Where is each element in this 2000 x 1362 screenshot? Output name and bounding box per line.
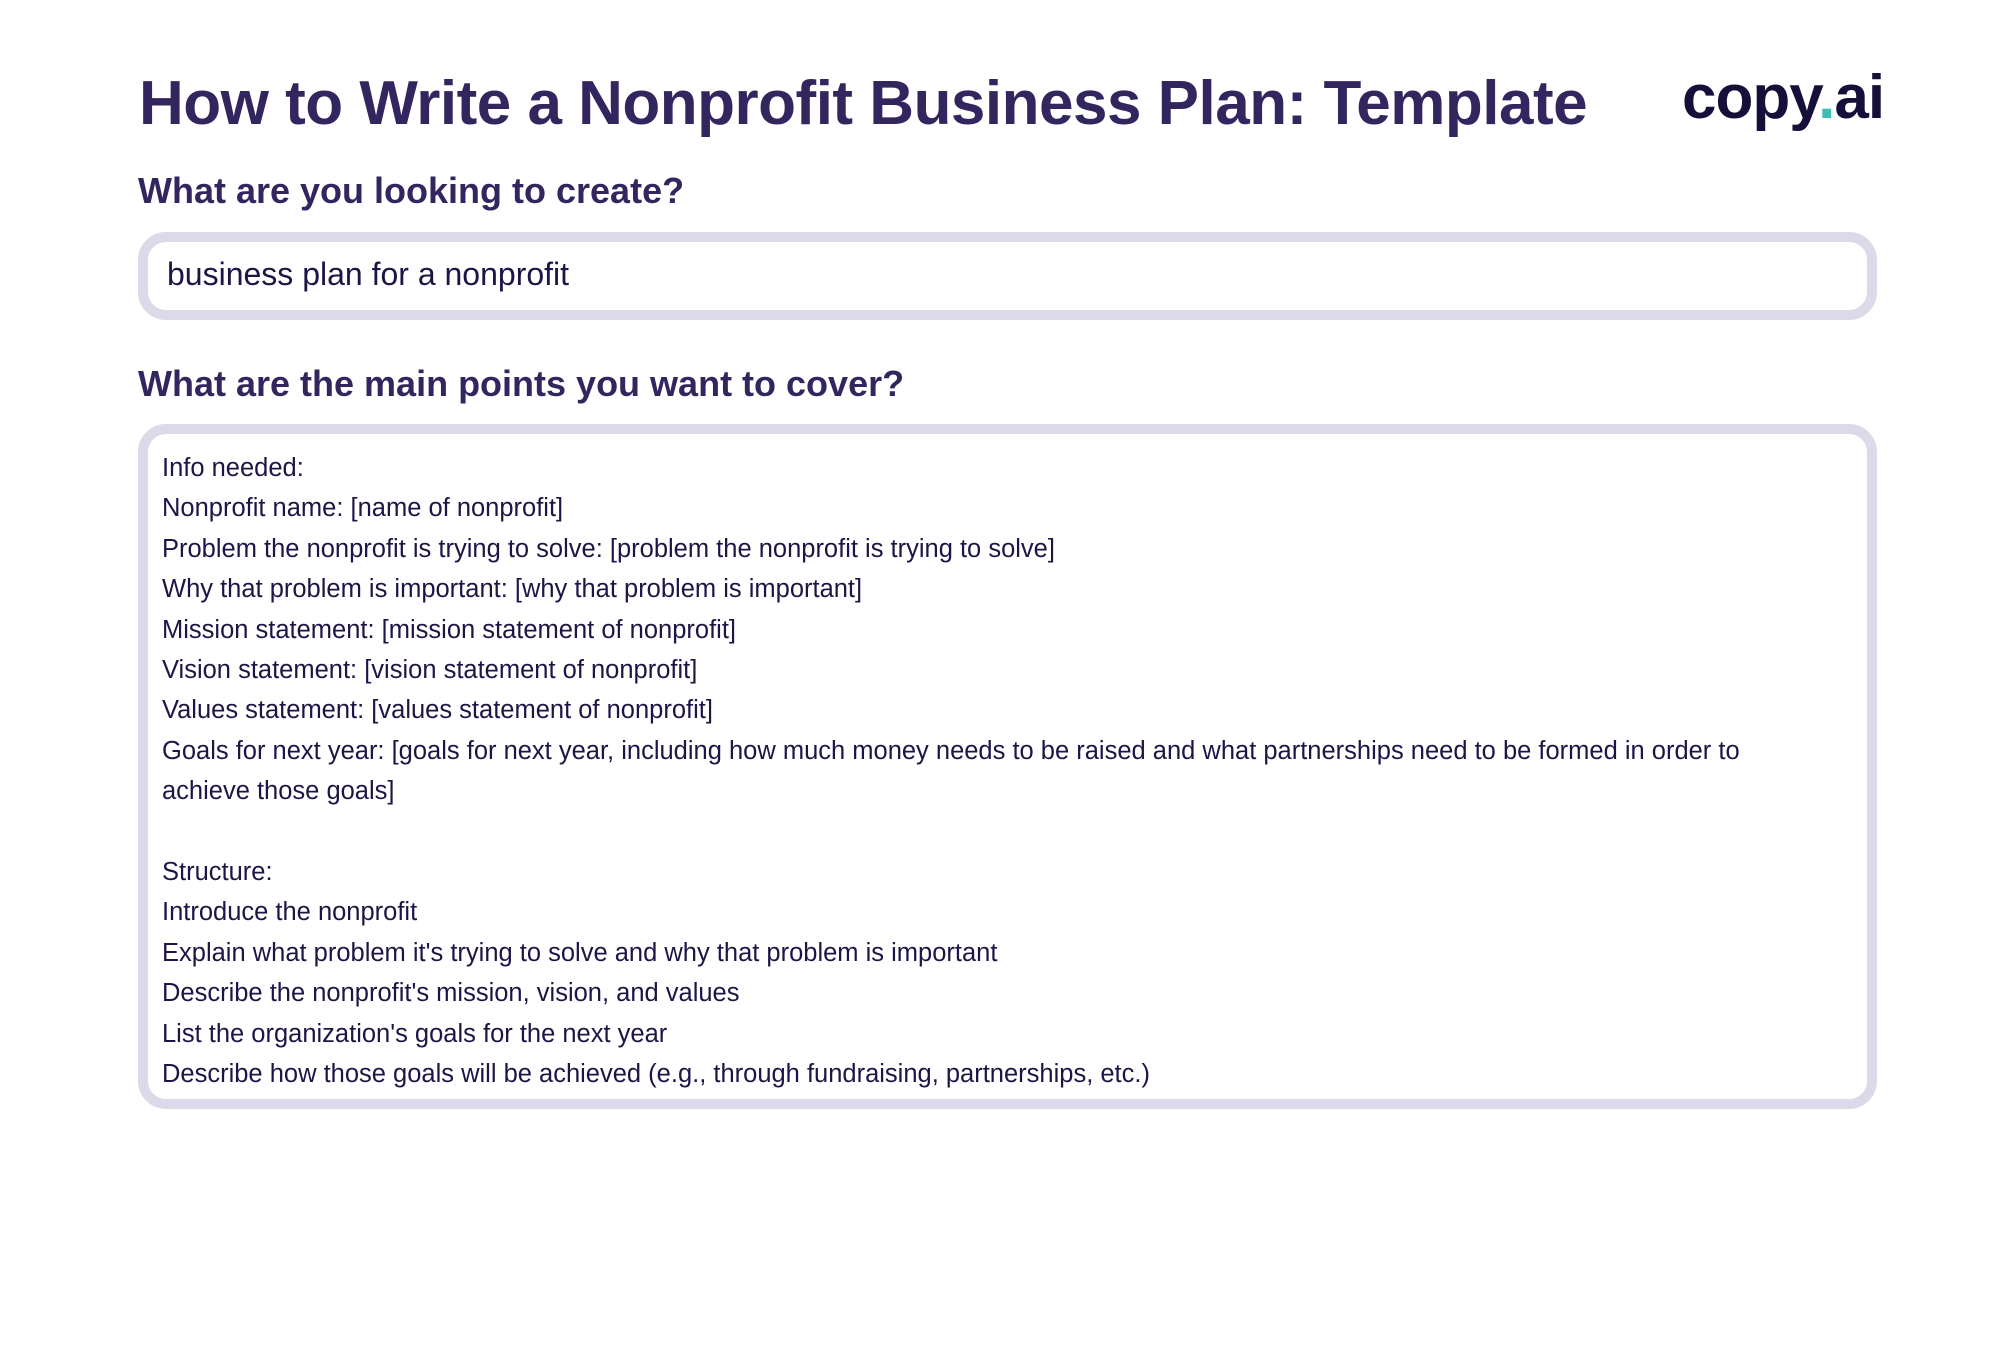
page-title: How to Write a Nonprofit Business Plan: Template — [139, 69, 1588, 138]
text-line: Problem the nonprofit is trying to solve: [problem the nonprofit is trying to solve] — [162, 534, 1055, 563]
text-line: Introduce the nonprofit — [162, 898, 418, 927]
logo-suffix: ai — [1834, 63, 1885, 132]
text-line: Structure: — [162, 858, 273, 887]
text-line: Nonprofit name: [name of nonprofit] — [162, 494, 564, 523]
text-line — [162, 812, 1847, 852]
text-line: Values statement: [values statement of nonprofit] — [162, 696, 713, 725]
text-line: Mission statement: [mission statement of nonprofit] — [162, 615, 736, 644]
text-line: achieve those goals] — [162, 777, 395, 806]
text-line: Info needed: — [162, 454, 304, 482]
copy-ai-logo — [1682, 62, 1884, 133]
points-text — [162, 448, 1847, 1094]
logo-dot: . — [1818, 63, 1835, 132]
points-textarea[interactable] — [138, 424, 1877, 1109]
logo-text: copy — [1682, 63, 1819, 132]
text-line: Describe the nonprofit's mission, vision, and values — [162, 979, 740, 1008]
create-input-value: business plan for a nonprofit — [167, 256, 570, 292]
text-line: Goals for next year: [goals for next year, including how much money needs to be raised and what partnerships need to be formed in order to — [162, 736, 1740, 765]
points-label: What are the main points you want to cover? — [138, 363, 905, 404]
text-line: Explain what problem it's trying to solve and why that problem is important — [162, 938, 998, 967]
create-input[interactable] — [138, 232, 1877, 320]
text-line: Describe how those goals will be achieved (e.g., through fundraising, partnerships, etc.) — [162, 1060, 1150, 1089]
text-line: Vision statement: [vision statement of nonprofit] — [162, 656, 698, 685]
create-label: What are you looking to create? — [138, 170, 685, 211]
text-line: List the organization's goals for the next year — [162, 1019, 668, 1048]
text-line: Why that problem is important: [why that problem is important] — [162, 575, 863, 604]
